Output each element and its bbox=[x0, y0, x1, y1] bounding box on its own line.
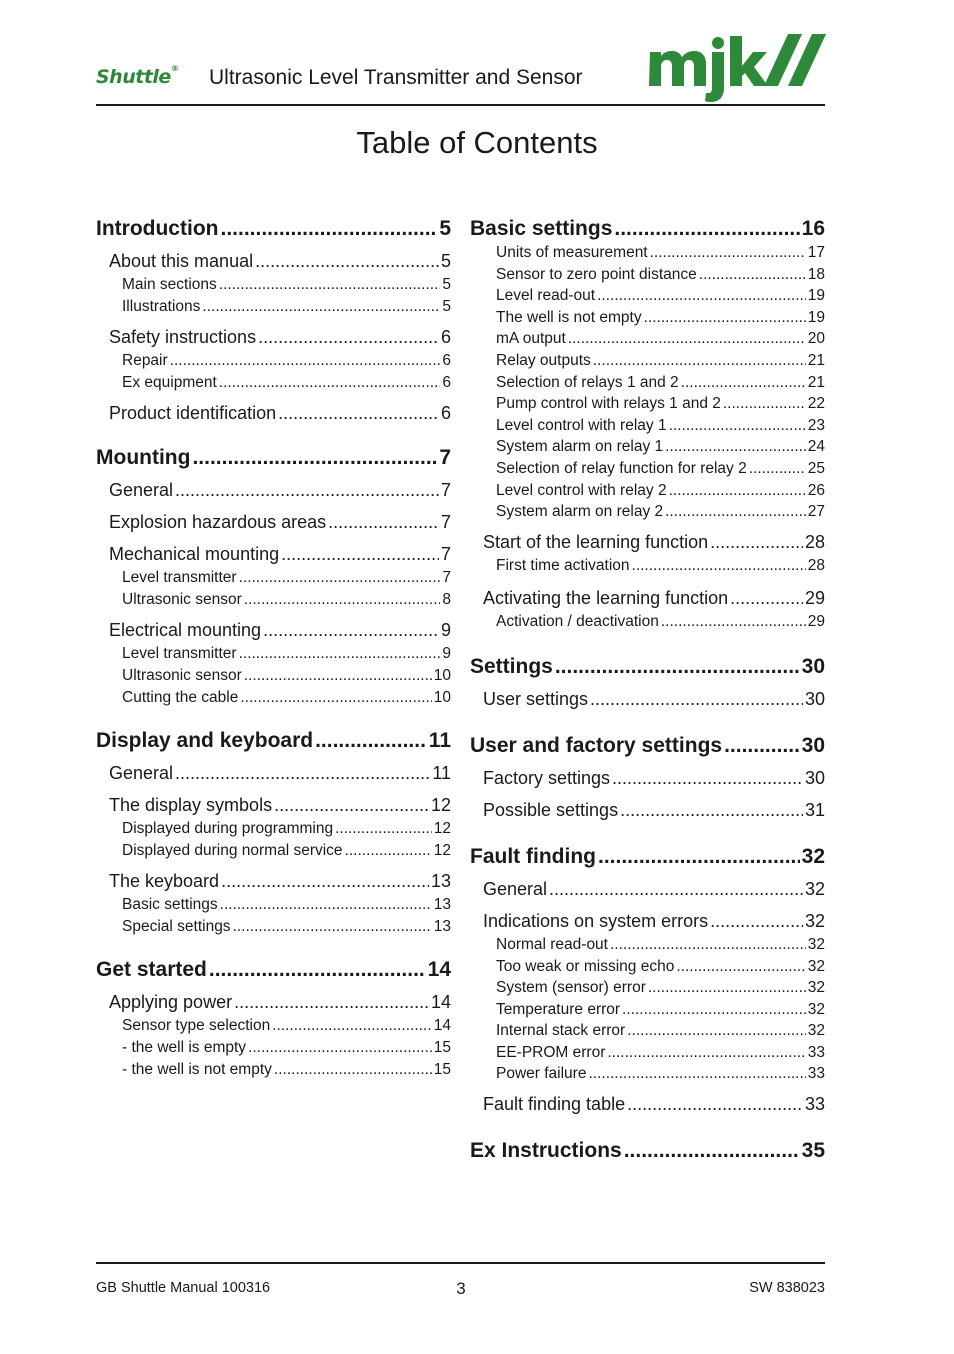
page-header bbox=[96, 30, 825, 102]
toc-entry-keyboard-special[interactable]: Special settings ..... 13 bbox=[122, 916, 451, 938]
header-rule bbox=[96, 104, 825, 106]
toc-entry-weak-echo[interactable]: Too weak or missing echo ..... 32 bbox=[496, 956, 825, 978]
toc-entry-level-control-relay2[interactable]: Level control with relay 2 ..... 26 bbox=[496, 480, 825, 502]
footer-software-version: SW 838023 bbox=[749, 1280, 825, 1296]
toc-entry-sensor-type[interactable]: Sensor type selection ..... 14 bbox=[122, 1015, 451, 1037]
toc-entry-factory-settings[interactable]: Factory settings ..... 30 bbox=[483, 766, 825, 791]
toc-entry-fault-general[interactable]: General ..... 32 bbox=[483, 877, 825, 902]
toc-entry-well-not-empty-basic[interactable]: The well is not empty ..... 19 bbox=[496, 307, 825, 329]
toc-entry-system-sensor-error[interactable]: System (sensor) error ..... 32 bbox=[496, 977, 825, 999]
toc-entry-alarm-relay2[interactable]: System alarm on relay 2 ..... 27 bbox=[496, 501, 825, 523]
toc-entry-fault-table[interactable]: Fault finding table ..... 33 bbox=[483, 1092, 825, 1117]
toc-entry-level-readout[interactable]: Level read-out ..... 19 bbox=[496, 285, 825, 307]
toc-entry-get-started[interactable]: Get started ..... 14 bbox=[96, 957, 451, 983]
page-title: Table of Contents bbox=[356, 125, 598, 160]
toc-entry-ex-instructions[interactable]: Ex Instructions ..... 35 bbox=[470, 1138, 825, 1164]
toc-entry-repair[interactable]: Repair ..... 6 bbox=[122, 350, 451, 372]
footer-document-id: GB Shuttle Manual 100316 bbox=[96, 1280, 271, 1296]
toc-entry-applying-power[interactable]: Applying power ..... 14 bbox=[109, 990, 451, 1015]
toc-entry-fault-finding[interactable]: Fault finding ..... 32 bbox=[470, 844, 825, 870]
toc-entry-during-programming[interactable]: Displayed during programming ..... 12 bbox=[122, 818, 451, 840]
toc-entry-display-keyboard[interactable]: Display and keyboard ..... 11 bbox=[96, 728, 451, 754]
toc-entry-level-control-relay1[interactable]: Level control with relay 1 ..... 23 bbox=[496, 415, 825, 437]
toc-entry-relay-outputs[interactable]: Relay outputs ..... 21 bbox=[496, 350, 825, 372]
toc-column-right bbox=[470, 216, 825, 1164]
toc-entry-indications-errors[interactable]: Indications on system errors ..... 32 bbox=[483, 909, 825, 934]
toc-entry-well-empty[interactable]: - the well is empty ..... 15 bbox=[122, 1037, 451, 1059]
toc-entry-elec-ultrasonic-sensor[interactable]: Ultrasonic sensor ..... 10 bbox=[122, 665, 451, 687]
toc-entry-user-factory-settings[interactable]: User and factory settings ..... 30 bbox=[470, 733, 825, 759]
toc-entry-safety[interactable]: Safety instructions ..... 6 bbox=[109, 325, 451, 350]
toc-entry-power-failure[interactable]: Power failure ..... 33 bbox=[496, 1063, 825, 1085]
toc-entry-temperature-error[interactable]: Temperature error ..... 32 bbox=[496, 999, 825, 1021]
toc-entry-product-identification[interactable]: Product identification ..... 6 bbox=[109, 401, 451, 426]
toc-entry-display-symbols[interactable]: The display symbols ..... 12 bbox=[109, 793, 451, 818]
toc-entry-electrical-mounting[interactable]: Electrical mounting ..... 9 bbox=[109, 618, 451, 643]
toc-entry-mounting-general[interactable]: General ..... 7 bbox=[109, 478, 451, 503]
toc-entry-introduction[interactable]: Introduction ..... 5 bbox=[96, 216, 451, 242]
toc-entry-eeprom-error[interactable]: EE-PROM error ..... 33 bbox=[496, 1042, 825, 1064]
toc-entry-units[interactable]: Units of measurement ..... 17 bbox=[496, 242, 825, 264]
toc-entry-activation-deactivation[interactable]: Activation / deactivation ..... 29 bbox=[496, 611, 825, 633]
toc-entry-well-not-empty[interactable]: - the well is not empty ..... 15 bbox=[122, 1059, 451, 1081]
toc-entry-mechanical-mounting[interactable]: Mechanical mounting ..... 7 bbox=[109, 542, 451, 567]
shuttle-logo: Shuttle® bbox=[96, 64, 179, 88]
toc-entry-ma-output[interactable]: mA output ..... 20 bbox=[496, 328, 825, 350]
toc-entry-keyboard[interactable]: The keyboard ..... 13 bbox=[109, 869, 451, 894]
product-title: Ultrasonic Level Transmitter and Sensor bbox=[209, 66, 583, 89]
toc-entry-zero-point[interactable]: Sensor to zero point distance ..... 18 bbox=[496, 264, 825, 286]
toc-entry-settings[interactable]: Settings ..... 30 bbox=[470, 654, 825, 680]
toc-entry-alarm-relay1[interactable]: System alarm on relay 1 ..... 24 bbox=[496, 436, 825, 458]
toc-entry-user-settings[interactable]: User settings ..... 30 bbox=[483, 687, 825, 712]
toc-entry-possible-settings[interactable]: Possible settings ..... 31 bbox=[483, 798, 825, 823]
footer-rule bbox=[96, 1262, 825, 1264]
toc-entry-mech-level-transmitter[interactable]: Level transmitter ..... 7 bbox=[122, 567, 451, 589]
toc-entry-about-manual[interactable]: About this manual ..... 5 bbox=[109, 249, 451, 274]
toc-entry-mounting[interactable]: Mounting ..... 7 bbox=[96, 445, 451, 471]
toc-entry-start-learning[interactable]: Start of the learning function ..... 28 bbox=[483, 530, 825, 555]
toc-entry-elec-level-transmitter[interactable]: Level transmitter ..... 9 bbox=[122, 643, 451, 665]
toc-entry-main-sections[interactable]: Main sections ..... 5 bbox=[122, 274, 451, 296]
toc-entry-basic-settings[interactable]: Basic settings ..... 16 bbox=[470, 216, 825, 242]
toc-entry-selection-relay2[interactable]: Selection of relay function for relay 2 ..... 25 bbox=[496, 458, 825, 480]
toc-entry-display-general[interactable]: General ..... 11 bbox=[109, 761, 451, 786]
toc-entry-pump-control[interactable]: Pump control with relays 1 and 2 ..... 22 bbox=[496, 393, 825, 415]
toc-entry-first-time-activation[interactable]: First time activation ..... 28 bbox=[496, 555, 825, 577]
toc-entry-keyboard-basic[interactable]: Basic settings ..... 13 bbox=[122, 894, 451, 916]
toc-column-left bbox=[96, 216, 451, 1081]
toc-entry-stack-error[interactable]: Internal stack error ..... 32 bbox=[496, 1020, 825, 1042]
toc-entry-during-service[interactable]: Displayed during normal service ..... 12 bbox=[122, 840, 451, 862]
toc-entry-explosion-areas[interactable]: Explosion hazardous areas ..... 7 bbox=[109, 510, 451, 535]
toc-entry-illustrations[interactable]: Illustrations ..... 5 bbox=[122, 296, 451, 318]
toc-entry-ex-equipment[interactable]: Ex equipment ..... 6 bbox=[122, 372, 451, 394]
toc-entry-normal-readout[interactable]: Normal read-out ..... 32 bbox=[496, 934, 825, 956]
toc-entry-cutting-cable[interactable]: Cutting the cable ..... 10 bbox=[122, 687, 451, 709]
toc-entry-selection-relays[interactable]: Selection of relays 1 and 2 ..... 21 bbox=[496, 372, 825, 394]
toc-entry-activating-learning[interactable]: Activating the learning function ..... 29 bbox=[483, 586, 825, 611]
mjk-logo-icon bbox=[648, 32, 826, 104]
page-number: 3 bbox=[456, 1279, 466, 1298]
toc-entry-mech-ultrasonic-sensor[interactable]: Ultrasonic sensor ..... 8 bbox=[122, 589, 451, 611]
